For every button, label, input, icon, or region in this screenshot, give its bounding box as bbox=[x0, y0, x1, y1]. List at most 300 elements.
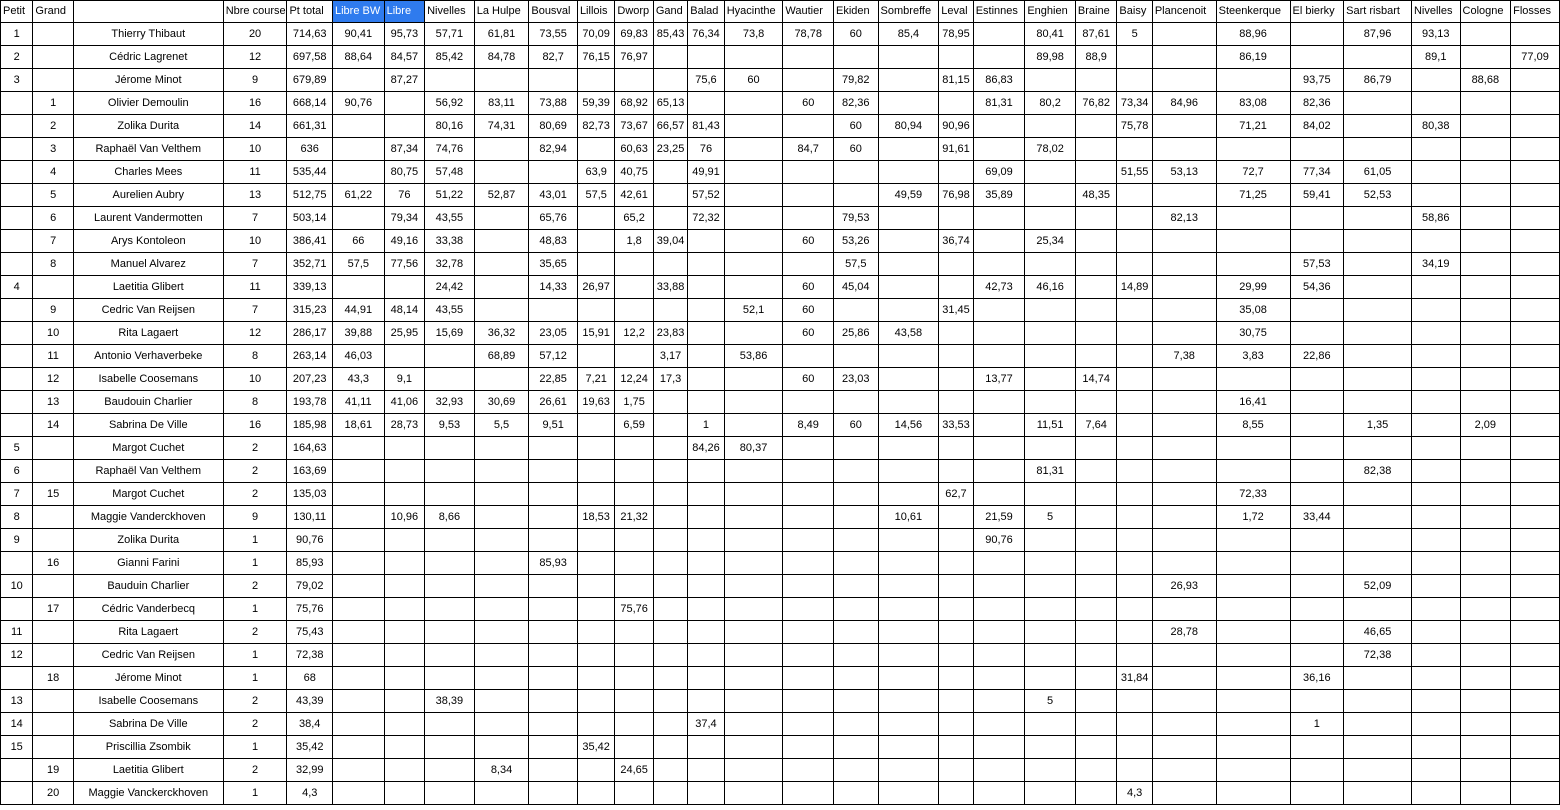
cell-flosses[interactable] bbox=[1511, 276, 1560, 299]
cell-gand[interactable] bbox=[653, 621, 687, 644]
cell-leval[interactable] bbox=[939, 391, 973, 414]
cell-petit[interactable]: 3 bbox=[1, 69, 33, 92]
cell-libre_bw[interactable] bbox=[333, 138, 385, 161]
cell-lillois[interactable] bbox=[577, 552, 614, 575]
cell-nivelles2[interactable]: 80,38 bbox=[1411, 115, 1460, 138]
cell-estinnes[interactable] bbox=[973, 782, 1025, 805]
cell-leval[interactable] bbox=[939, 161, 973, 184]
cell-sombreffe[interactable] bbox=[878, 667, 939, 690]
cell-gand[interactable] bbox=[653, 253, 687, 276]
cell-ekiden[interactable]: 57,5 bbox=[834, 253, 879, 276]
cell-hyacinthe[interactable] bbox=[724, 391, 783, 414]
cell-hyacinthe[interactable] bbox=[724, 782, 783, 805]
cell-nivelles1[interactable] bbox=[425, 575, 475, 598]
cell-flosses[interactable] bbox=[1511, 782, 1560, 805]
cell-baisy[interactable] bbox=[1117, 207, 1152, 230]
cell-nivelles1[interactable] bbox=[425, 621, 475, 644]
cell-sartrisbart[interactable]: 86,79 bbox=[1344, 69, 1412, 92]
cell-bousval[interactable] bbox=[529, 437, 578, 460]
cell-sartrisbart[interactable] bbox=[1344, 667, 1412, 690]
table-row[interactable] bbox=[1, 391, 1560, 414]
cell-libre[interactable] bbox=[384, 644, 424, 667]
column-header-lahulpe[interactable]: La Hulpe bbox=[474, 1, 529, 23]
cell-lahulpe[interactable]: 30,69 bbox=[474, 391, 529, 414]
cell-nivelles2[interactable] bbox=[1411, 690, 1460, 713]
cell-libre_bw[interactable] bbox=[333, 598, 385, 621]
cell-plancenoit[interactable]: 26,93 bbox=[1152, 575, 1216, 598]
cell-petit[interactable]: 1 bbox=[1, 23, 33, 46]
cell-steenkerque[interactable] bbox=[1216, 437, 1290, 460]
cell-enghien[interactable]: 46,16 bbox=[1025, 276, 1076, 299]
cell-nivelles2[interactable] bbox=[1411, 276, 1460, 299]
cell-petit[interactable]: 14 bbox=[1, 713, 33, 736]
table-row[interactable] bbox=[1, 437, 1560, 460]
cell-sombreffe[interactable] bbox=[878, 230, 939, 253]
cell-enghien[interactable]: 5 bbox=[1025, 690, 1076, 713]
cell-wautier[interactable] bbox=[783, 115, 834, 138]
cell-nivelles1[interactable]: 32,78 bbox=[425, 253, 475, 276]
cell-gand[interactable] bbox=[653, 161, 687, 184]
cell-wautier[interactable] bbox=[783, 713, 834, 736]
cell-plancenoit[interactable] bbox=[1152, 138, 1216, 161]
cell-sartrisbart[interactable] bbox=[1344, 92, 1412, 115]
cell-estinnes[interactable] bbox=[973, 736, 1025, 759]
cell-steenkerque[interactable] bbox=[1216, 253, 1290, 276]
cell-petit[interactable] bbox=[1, 782, 33, 805]
cell-enghien[interactable]: 11,51 bbox=[1025, 414, 1076, 437]
cell-libre_bw[interactable]: 39,88 bbox=[333, 322, 385, 345]
cell-dworp[interactable] bbox=[615, 667, 653, 690]
cell-steenkerque[interactable]: 88,96 bbox=[1216, 23, 1290, 46]
cell-hyacinthe[interactable] bbox=[724, 184, 783, 207]
cell-libre[interactable]: 95,73 bbox=[384, 23, 424, 46]
cell-grand[interactable]: 14 bbox=[33, 414, 73, 437]
cell-lillois[interactable]: 70,09 bbox=[577, 23, 614, 46]
cell-libre[interactable] bbox=[384, 529, 424, 552]
cell-baisy[interactable] bbox=[1117, 138, 1152, 161]
cell-baisy[interactable]: 75,78 bbox=[1117, 115, 1152, 138]
cell-elbierky[interactable]: 36,16 bbox=[1290, 667, 1344, 690]
cell-balad[interactable]: 1 bbox=[688, 414, 724, 437]
cell-enghien[interactable]: 78,02 bbox=[1025, 138, 1076, 161]
cell-bousval[interactable] bbox=[529, 690, 578, 713]
cell-braine[interactable] bbox=[1075, 598, 1117, 621]
cell-elbierky[interactable] bbox=[1290, 759, 1344, 782]
cell-ekiden[interactable] bbox=[834, 598, 879, 621]
table-row[interactable] bbox=[1, 782, 1560, 805]
cell-elbierky[interactable] bbox=[1290, 23, 1344, 46]
cell-nivelles1[interactable]: 24,42 bbox=[425, 276, 475, 299]
cell-sartrisbart[interactable] bbox=[1344, 345, 1412, 368]
cell-petit[interactable] bbox=[1, 115, 33, 138]
cell-race-count[interactable]: 16 bbox=[223, 92, 287, 115]
cell-steenkerque[interactable] bbox=[1216, 552, 1290, 575]
cell-nivelles2[interactable] bbox=[1411, 184, 1460, 207]
cell-lillois[interactable] bbox=[577, 437, 614, 460]
cell-nivelles1[interactable]: 33,38 bbox=[425, 230, 475, 253]
cell-race-count[interactable]: 1 bbox=[223, 598, 287, 621]
cell-balad[interactable] bbox=[688, 529, 724, 552]
cell-grand[interactable]: 7 bbox=[33, 230, 73, 253]
cell-grand[interactable] bbox=[33, 460, 73, 483]
cell-bousval[interactable] bbox=[529, 161, 578, 184]
table-row[interactable] bbox=[1, 506, 1560, 529]
cell-dworp[interactable] bbox=[615, 782, 653, 805]
cell-estinnes[interactable] bbox=[973, 46, 1025, 69]
cell-participant-name[interactable]: Cedric Van Reijsen bbox=[73, 299, 223, 322]
cell-ekiden[interactable] bbox=[834, 391, 879, 414]
cell-elbierky[interactable] bbox=[1290, 529, 1344, 552]
cell-enghien[interactable] bbox=[1025, 667, 1076, 690]
cell-dworp[interactable]: 12,24 bbox=[615, 368, 653, 391]
cell-balad[interactable]: 76 bbox=[688, 138, 724, 161]
cell-wautier[interactable] bbox=[783, 69, 834, 92]
cell-total-points[interactable]: 315,23 bbox=[287, 299, 333, 322]
cell-braine[interactable] bbox=[1075, 483, 1117, 506]
cell-lillois[interactable] bbox=[577, 345, 614, 368]
column-header-ekiden[interactable]: Ekiden bbox=[834, 1, 879, 23]
cell-nivelles2[interactable]: 93,13 bbox=[1411, 23, 1460, 46]
cell-grand[interactable] bbox=[33, 69, 73, 92]
cell-cologne[interactable] bbox=[1460, 713, 1511, 736]
cell-ekiden[interactable] bbox=[834, 529, 879, 552]
cell-enghien[interactable] bbox=[1025, 115, 1076, 138]
cell-baisy[interactable] bbox=[1117, 598, 1152, 621]
cell-total-points[interactable]: 72,38 bbox=[287, 644, 333, 667]
cell-lahulpe[interactable] bbox=[474, 529, 529, 552]
cell-hyacinthe[interactable] bbox=[724, 115, 783, 138]
cell-bousval[interactable]: 43,01 bbox=[529, 184, 578, 207]
cell-baisy[interactable] bbox=[1117, 506, 1152, 529]
cell-enghien[interactable]: 81,31 bbox=[1025, 460, 1076, 483]
table-row[interactable] bbox=[1, 529, 1560, 552]
cell-baisy[interactable] bbox=[1117, 184, 1152, 207]
cell-dworp[interactable]: 69,83 bbox=[615, 23, 653, 46]
cell-grand[interactable] bbox=[33, 506, 73, 529]
cell-leval[interactable] bbox=[939, 276, 973, 299]
cell-steenkerque[interactable] bbox=[1216, 690, 1290, 713]
cell-cologne[interactable] bbox=[1460, 736, 1511, 759]
cell-race-count[interactable]: 2 bbox=[223, 621, 287, 644]
cell-ekiden[interactable]: 60 bbox=[834, 414, 879, 437]
column-header-libre[interactable]: Libre bbox=[384, 1, 424, 23]
column-header-braine[interactable]: Braine bbox=[1075, 1, 1117, 23]
cell-gand[interactable] bbox=[653, 437, 687, 460]
cell-leval[interactable] bbox=[939, 529, 973, 552]
cell-cologne[interactable] bbox=[1460, 483, 1511, 506]
cell-nivelles1[interactable]: 85,42 bbox=[425, 46, 475, 69]
cell-total-points[interactable]: 130,11 bbox=[287, 506, 333, 529]
cell-bousval[interactable] bbox=[529, 483, 578, 506]
cell-hyacinthe[interactable] bbox=[724, 230, 783, 253]
cell-total-points[interactable]: 68 bbox=[287, 667, 333, 690]
cell-lahulpe[interactable] bbox=[474, 437, 529, 460]
cell-petit[interactable] bbox=[1, 391, 33, 414]
cell-cologne[interactable] bbox=[1460, 506, 1511, 529]
column-header-leval[interactable]: Leval bbox=[939, 1, 973, 23]
cell-flosses[interactable] bbox=[1511, 644, 1560, 667]
cell-participant-name[interactable]: Laetitia Glibert bbox=[73, 759, 223, 782]
cell-lahulpe[interactable] bbox=[474, 276, 529, 299]
column-header-wautier[interactable]: Wautier bbox=[783, 1, 834, 23]
cell-lahulpe[interactable]: 84,78 bbox=[474, 46, 529, 69]
cell-estinnes[interactable] bbox=[973, 644, 1025, 667]
cell-nivelles1[interactable]: 57,48 bbox=[425, 161, 475, 184]
cell-plancenoit[interactable] bbox=[1152, 437, 1216, 460]
cell-lahulpe[interactable] bbox=[474, 575, 529, 598]
cell-wautier[interactable] bbox=[783, 529, 834, 552]
cell-steenkerque[interactable] bbox=[1216, 460, 1290, 483]
cell-braine[interactable] bbox=[1075, 437, 1117, 460]
cell-nivelles1[interactable] bbox=[425, 759, 475, 782]
cell-participant-name[interactable]: Priscillia Zsombik bbox=[73, 736, 223, 759]
cell-participant-name[interactable]: Isabelle Coosemans bbox=[73, 690, 223, 713]
cell-grand[interactable]: 9 bbox=[33, 299, 73, 322]
cell-flosses[interactable] bbox=[1511, 23, 1560, 46]
cell-baisy[interactable] bbox=[1117, 345, 1152, 368]
cell-participant-name[interactable]: Antonio Verhaverbeke bbox=[73, 345, 223, 368]
cell-lillois[interactable] bbox=[577, 138, 614, 161]
cell-elbierky[interactable]: 82,36 bbox=[1290, 92, 1344, 115]
cell-braine[interactable] bbox=[1075, 506, 1117, 529]
table-row[interactable] bbox=[1, 667, 1560, 690]
cell-nivelles2[interactable] bbox=[1411, 414, 1460, 437]
cell-dworp[interactable] bbox=[615, 690, 653, 713]
cell-petit[interactable]: 13 bbox=[1, 690, 33, 713]
cell-elbierky[interactable] bbox=[1290, 46, 1344, 69]
cell-libre[interactable]: 49,16 bbox=[384, 230, 424, 253]
cell-estinnes[interactable]: 42,73 bbox=[973, 276, 1025, 299]
cell-flosses[interactable] bbox=[1511, 391, 1560, 414]
cell-libre_bw[interactable]: 90,76 bbox=[333, 92, 385, 115]
cell-total-points[interactable]: 668,14 bbox=[287, 92, 333, 115]
cell-wautier[interactable] bbox=[783, 575, 834, 598]
cell-wautier[interactable] bbox=[783, 598, 834, 621]
cell-baisy[interactable] bbox=[1117, 736, 1152, 759]
cell-libre[interactable]: 25,95 bbox=[384, 322, 424, 345]
cell-bousval[interactable]: 22,85 bbox=[529, 368, 578, 391]
cell-libre[interactable]: 41,06 bbox=[384, 391, 424, 414]
cell-cologne[interactable] bbox=[1460, 690, 1511, 713]
cell-race-count[interactable]: 11 bbox=[223, 276, 287, 299]
cell-plancenoit[interactable] bbox=[1152, 736, 1216, 759]
cell-total-points[interactable]: 339,13 bbox=[287, 276, 333, 299]
cell-grand[interactable]: 4 bbox=[33, 161, 73, 184]
cell-steenkerque[interactable] bbox=[1216, 368, 1290, 391]
cell-sartrisbart[interactable] bbox=[1344, 391, 1412, 414]
cell-braine[interactable] bbox=[1075, 299, 1117, 322]
cell-lillois[interactable] bbox=[577, 69, 614, 92]
cell-balad[interactable] bbox=[688, 92, 724, 115]
cell-baisy[interactable]: 31,84 bbox=[1117, 667, 1152, 690]
cell-lahulpe[interactable] bbox=[474, 667, 529, 690]
cell-nivelles1[interactable] bbox=[425, 644, 475, 667]
cell-flosses[interactable] bbox=[1511, 115, 1560, 138]
cell-lillois[interactable] bbox=[577, 667, 614, 690]
cell-balad[interactable] bbox=[688, 483, 724, 506]
cell-sombreffe[interactable] bbox=[878, 483, 939, 506]
cell-bousval[interactable]: 73,88 bbox=[529, 92, 578, 115]
table-row[interactable] bbox=[1, 115, 1560, 138]
cell-participant-name[interactable]: Cédric Lagrenet bbox=[73, 46, 223, 69]
cell-gand[interactable] bbox=[653, 207, 687, 230]
cell-ekiden[interactable] bbox=[834, 299, 879, 322]
cell-hyacinthe[interactable] bbox=[724, 552, 783, 575]
cell-braine[interactable] bbox=[1075, 552, 1117, 575]
cell-estinnes[interactable] bbox=[973, 460, 1025, 483]
cell-lahulpe[interactable] bbox=[474, 713, 529, 736]
cell-baisy[interactable] bbox=[1117, 368, 1152, 391]
cell-flosses[interactable] bbox=[1511, 299, 1560, 322]
cell-estinnes[interactable] bbox=[973, 230, 1025, 253]
cell-cologne[interactable] bbox=[1460, 782, 1511, 805]
cell-petit[interactable]: 5 bbox=[1, 437, 33, 460]
table-row[interactable] bbox=[1, 414, 1560, 437]
cell-balad[interactable] bbox=[688, 368, 724, 391]
cell-bousval[interactable]: 26,61 bbox=[529, 391, 578, 414]
cell-flosses[interactable] bbox=[1511, 736, 1560, 759]
cell-braine[interactable] bbox=[1075, 529, 1117, 552]
cell-elbierky[interactable]: 84,02 bbox=[1290, 115, 1344, 138]
cell-total-points[interactable]: 503,14 bbox=[287, 207, 333, 230]
cell-enghien[interactable] bbox=[1025, 69, 1076, 92]
cell-dworp[interactable] bbox=[615, 575, 653, 598]
cell-wautier[interactable] bbox=[783, 184, 834, 207]
cell-lillois[interactable]: 59,39 bbox=[577, 92, 614, 115]
cell-libre[interactable]: 80,75 bbox=[384, 161, 424, 184]
cell-gand[interactable] bbox=[653, 184, 687, 207]
cell-lahulpe[interactable]: 52,87 bbox=[474, 184, 529, 207]
cell-steenkerque[interactable]: 71,25 bbox=[1216, 184, 1290, 207]
cell-leval[interactable]: 33,53 bbox=[939, 414, 973, 437]
cell-gand[interactable] bbox=[653, 506, 687, 529]
cell-participant-name[interactable]: Margot Cuchet bbox=[73, 437, 223, 460]
cell-participant-name[interactable]: Raphaël Van Velthem bbox=[73, 460, 223, 483]
table-row[interactable] bbox=[1, 368, 1560, 391]
cell-ekiden[interactable]: 60 bbox=[834, 138, 879, 161]
cell-dworp[interactable] bbox=[615, 345, 653, 368]
cell-wautier[interactable] bbox=[783, 552, 834, 575]
cell-ekiden[interactable] bbox=[834, 736, 879, 759]
cell-braine[interactable] bbox=[1075, 391, 1117, 414]
cell-participant-name[interactable]: Thierry Thibaut bbox=[73, 23, 223, 46]
cell-baisy[interactable]: 14,89 bbox=[1117, 276, 1152, 299]
cell-ekiden[interactable] bbox=[834, 46, 879, 69]
cell-sartrisbart[interactable] bbox=[1344, 230, 1412, 253]
cell-race-count[interactable]: 1 bbox=[223, 667, 287, 690]
cell-leval[interactable]: 31,45 bbox=[939, 299, 973, 322]
cell-total-points[interactable]: 185,98 bbox=[287, 414, 333, 437]
cell-sombreffe[interactable] bbox=[878, 736, 939, 759]
cell-sombreffe[interactable] bbox=[878, 368, 939, 391]
cell-lillois[interactable] bbox=[577, 644, 614, 667]
cell-plancenoit[interactable] bbox=[1152, 414, 1216, 437]
cell-wautier[interactable]: 60 bbox=[783, 230, 834, 253]
cell-lillois[interactable]: 15,91 bbox=[577, 322, 614, 345]
column-header-grand[interactable]: Grand bbox=[33, 1, 73, 23]
cell-cologne[interactable] bbox=[1460, 253, 1511, 276]
cell-sartrisbart[interactable] bbox=[1344, 207, 1412, 230]
cell-bousval[interactable] bbox=[529, 69, 578, 92]
cell-steenkerque[interactable]: 72,7 bbox=[1216, 161, 1290, 184]
cell-lillois[interactable] bbox=[577, 575, 614, 598]
cell-braine[interactable] bbox=[1075, 460, 1117, 483]
cell-estinnes[interactable] bbox=[973, 253, 1025, 276]
cell-hyacinthe[interactable] bbox=[724, 483, 783, 506]
cell-baisy[interactable]: 4,3 bbox=[1117, 782, 1152, 805]
cell-libre_bw[interactable] bbox=[333, 713, 385, 736]
cell-flosses[interactable] bbox=[1511, 483, 1560, 506]
cell-nivelles2[interactable] bbox=[1411, 460, 1460, 483]
cell-grand[interactable]: 16 bbox=[33, 552, 73, 575]
cell-steenkerque[interactable] bbox=[1216, 529, 1290, 552]
cell-libre_bw[interactable]: 66 bbox=[333, 230, 385, 253]
cell-baisy[interactable] bbox=[1117, 299, 1152, 322]
cell-libre_bw[interactable]: 43,3 bbox=[333, 368, 385, 391]
cell-bousval[interactable]: 23,05 bbox=[529, 322, 578, 345]
cell-gand[interactable] bbox=[653, 391, 687, 414]
cell-nivelles2[interactable] bbox=[1411, 598, 1460, 621]
cell-gand[interactable] bbox=[653, 69, 687, 92]
cell-lillois[interactable] bbox=[577, 598, 614, 621]
cell-leval[interactable]: 76,98 bbox=[939, 184, 973, 207]
cell-baisy[interactable] bbox=[1117, 253, 1152, 276]
cell-petit[interactable] bbox=[1, 598, 33, 621]
cell-plancenoit[interactable] bbox=[1152, 690, 1216, 713]
cell-petit[interactable]: 15 bbox=[1, 736, 33, 759]
column-header-name[interactable] bbox=[73, 1, 223, 23]
cell-braine[interactable] bbox=[1075, 621, 1117, 644]
table-row[interactable] bbox=[1, 207, 1560, 230]
cell-libre_bw[interactable] bbox=[333, 69, 385, 92]
cell-gand[interactable]: 23,83 bbox=[653, 322, 687, 345]
table-row[interactable] bbox=[1, 46, 1560, 69]
cell-participant-name[interactable]: Charles Mees bbox=[73, 161, 223, 184]
cell-bousval[interactable]: 14,33 bbox=[529, 276, 578, 299]
cell-libre[interactable]: 84,57 bbox=[384, 46, 424, 69]
cell-ekiden[interactable]: 53,26 bbox=[834, 230, 879, 253]
cell-race-count[interactable]: 13 bbox=[223, 184, 287, 207]
cell-nivelles2[interactable] bbox=[1411, 391, 1460, 414]
cell-hyacinthe[interactable]: 60 bbox=[724, 69, 783, 92]
cell-steenkerque[interactable] bbox=[1216, 575, 1290, 598]
cell-grand[interactable] bbox=[33, 644, 73, 667]
cell-plancenoit[interactable] bbox=[1152, 713, 1216, 736]
cell-plancenoit[interactable] bbox=[1152, 23, 1216, 46]
cell-dworp[interactable]: 65,2 bbox=[615, 207, 653, 230]
cell-estinnes[interactable] bbox=[973, 690, 1025, 713]
cell-sartrisbart[interactable]: 82,38 bbox=[1344, 460, 1412, 483]
cell-participant-name[interactable]: Jérome Minot bbox=[73, 69, 223, 92]
cell-estinnes[interactable] bbox=[973, 759, 1025, 782]
cell-estinnes[interactable] bbox=[973, 552, 1025, 575]
cell-libre_bw[interactable]: 57,5 bbox=[333, 253, 385, 276]
table-row[interactable] bbox=[1, 552, 1560, 575]
cell-dworp[interactable] bbox=[615, 483, 653, 506]
cell-cologne[interactable] bbox=[1460, 322, 1511, 345]
cell-participant-name[interactable]: Cedric Van Reijsen bbox=[73, 644, 223, 667]
cell-plancenoit[interactable]: 7,38 bbox=[1152, 345, 1216, 368]
cell-nivelles1[interactable]: 80,16 bbox=[425, 115, 475, 138]
cell-ekiden[interactable] bbox=[834, 460, 879, 483]
cell-gand[interactable] bbox=[653, 529, 687, 552]
cell-sombreffe[interactable] bbox=[878, 92, 939, 115]
table-row[interactable] bbox=[1, 345, 1560, 368]
cell-gand[interactable] bbox=[653, 575, 687, 598]
cell-total-points[interactable]: 75,76 bbox=[287, 598, 333, 621]
cell-total-points[interactable]: 90,76 bbox=[287, 529, 333, 552]
cell-hyacinthe[interactable]: 73,8 bbox=[724, 23, 783, 46]
